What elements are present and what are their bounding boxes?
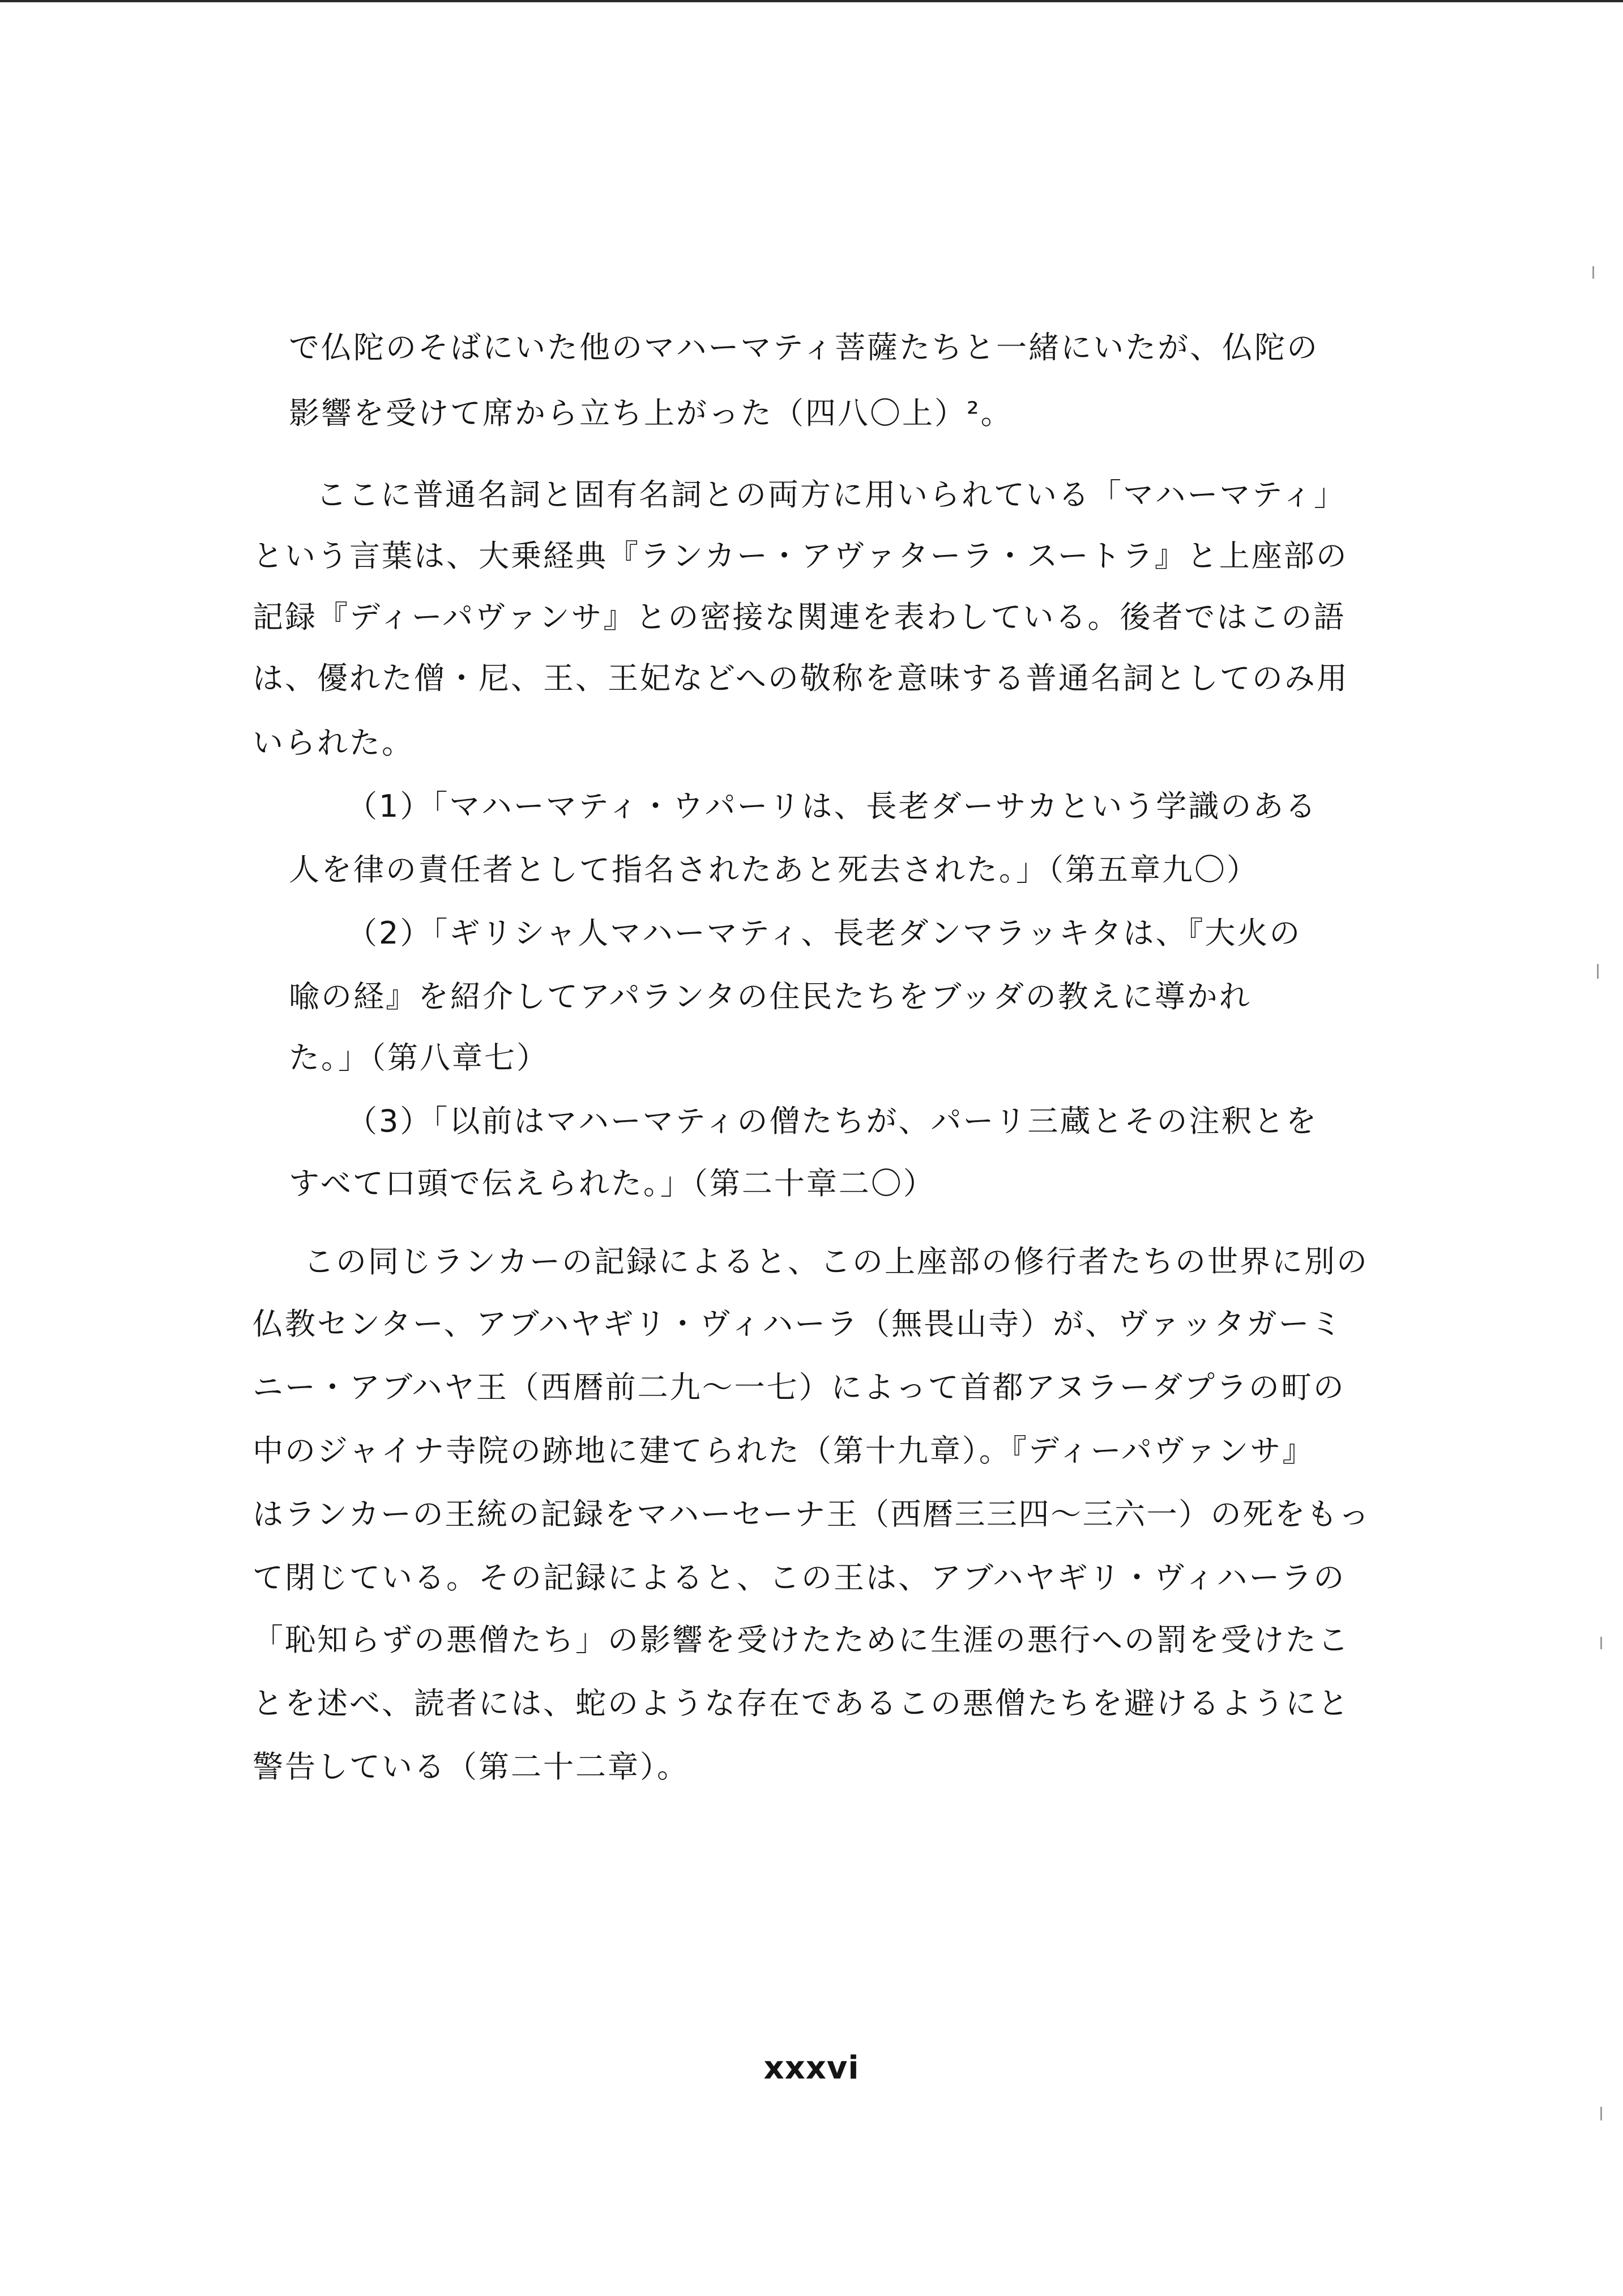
text-line: 記録『ディーパヴァンサ』との密接な関連を表わしている。後者ではこの語 — [253, 599, 1346, 635]
quote-line: （2）「ギリシャ人マハーマティ、長老ダンマラッキタは、『大火の — [347, 915, 1302, 951]
text-line: この同じランカーの記録によると、この上座部の修行者たちの世界に別の — [304, 1244, 1369, 1279]
text-line: ニー・アブハヤ王（西暦前二九～一七）によって首都アヌラーダプラの町の — [253, 1369, 1346, 1405]
quote-line: （1）「マハーマティ・ウパーリは、長老ダーサカという学識のある — [347, 788, 1318, 824]
page-number: xxxvi — [763, 2050, 860, 2086]
text-line: ここに普通名詞と固有名詞との両方に用いられている「マハーマティ」 — [316, 477, 1347, 513]
scan-speck — [1600, 2107, 1602, 2120]
quote-line: （3）「以前はマハーマティの僧たちが、パーリ三蔵とその注釈とを — [347, 1103, 1318, 1139]
text-line: で仏陀のそばにいた他のマハーマティ菩薩たちと一緒にいたが、仏陀の — [289, 330, 1319, 365]
scan-speck — [1600, 1637, 1602, 1649]
text-line: て閉じている。その記録によると、この王は、アブハヤギリ・ヴィハーラの — [253, 1560, 1346, 1595]
scan-speck — [1597, 964, 1599, 979]
text-line: 影響を受けて席から立ち上がった（四八〇上）²。 — [289, 395, 1013, 431]
scan-top-edge — [0, 0, 1623, 2]
scan-speck — [1592, 266, 1594, 279]
quote-line: 喩の経』を紹介してアパランタの住民たちをブッダの教えに導かれ — [289, 979, 1252, 1014]
quote-line: すべて口頭で伝えられた。」（第二十章二〇） — [289, 1166, 936, 1201]
text-line: 「恥知らずの悪僧たち」の影響を受けたために生涯の悪行への罰を受けたこ — [253, 1622, 1350, 1658]
text-line: は、優れた僧・尼、王、王妃などへの敬称を意味する普通名詞としてのみ用 — [253, 660, 1349, 696]
text-line: 仏教センター、アブハヤギリ・ヴィハーラ（無畏山寺）が、ヴァッタガーミ — [253, 1306, 1343, 1342]
text-line: 中のジャイナ寺院の跡地に建てられた（第十九章）。『ディーパヴァンサ』 — [253, 1433, 1315, 1469]
text-line: 警告している（第二十二章）。 — [253, 1749, 689, 1785]
text-line: という言葉は、大乗経典『ランカー・アヴァターラ・スートラ』と上座部の — [253, 538, 1348, 574]
quote-line: た。」（第八章七） — [289, 1040, 549, 1076]
text-line: とを述べ、読者には、蛇のような存在であるこの悪僧たちを避けるようにと — [253, 1685, 1350, 1721]
text-line: いられた。 — [253, 725, 414, 761]
text-line: はランカーの王統の記録をマハーセーナ王（西暦三三四～三六一）の死をもっ — [253, 1496, 1371, 1532]
quote-line: 人を律の責任者として指名されたあと死去された。」（第五章九〇） — [289, 852, 1259, 887]
